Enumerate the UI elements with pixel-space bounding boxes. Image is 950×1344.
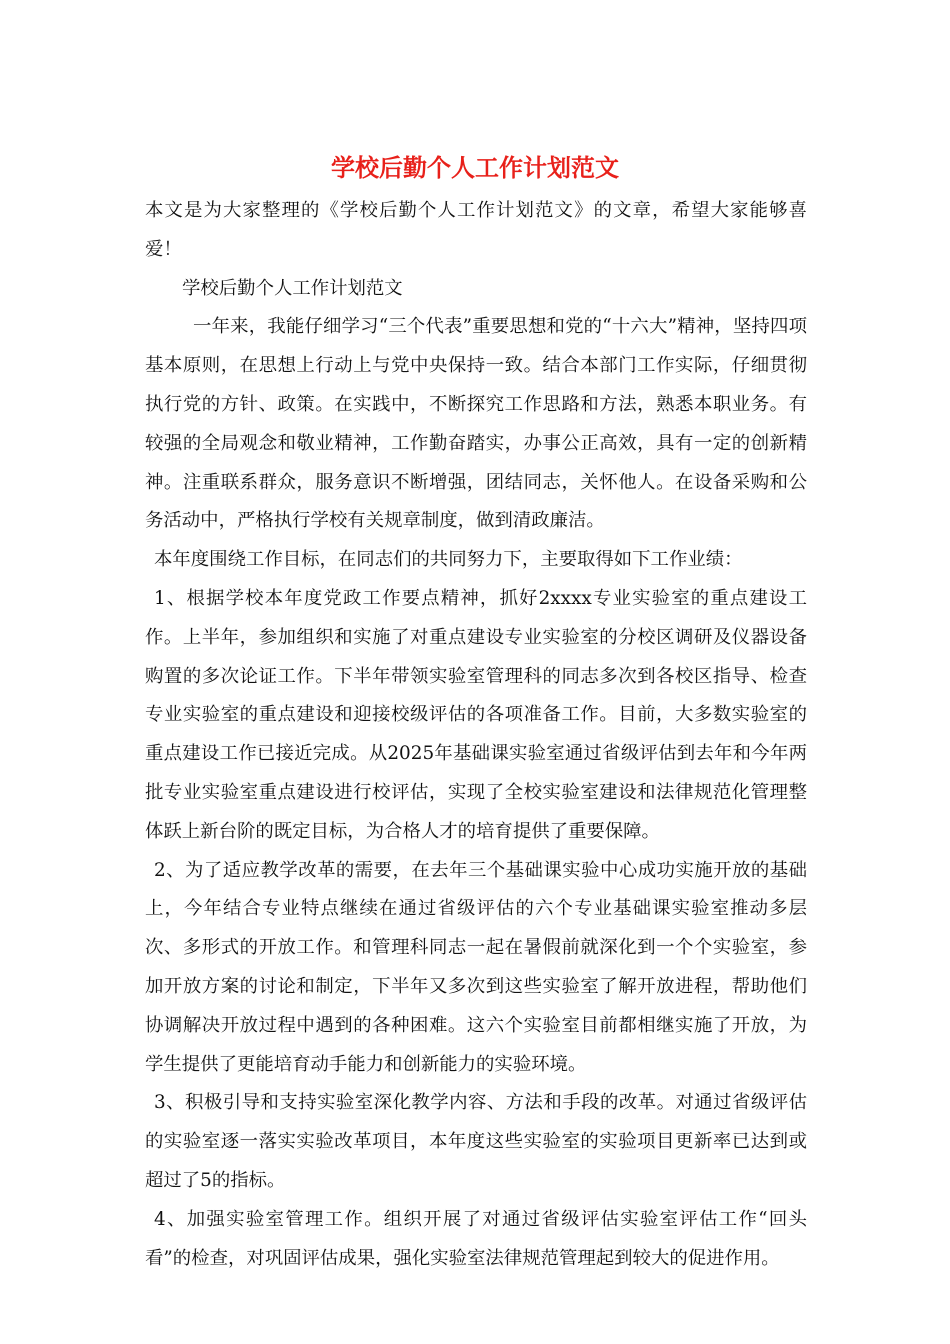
body-paragraph-6: 4、加强实验室管理工作。组织开展了对通过省级评估实验室评估工作“回头看”的检查，对巩固评估成果，强化实验室法律规范管理起到较大的促进作用。	[145, 1208, 807, 1269]
body-paragraph-1: 一年来，我能仔细学习“三个代表”重要思想和党的“十六大”精神，坚持四项基本原则，在思想上行动上与党中央保持一致。结合本部门工作实际，仔细贯彻执行党的方针、政策。在实践中，不断探究工作思路和方法，熟悉本职业务。有较强的全局观念和敬业精神，工作勤奋踏实，办事公正高效，具有一定的创新精神。注重联系群众，服务意识不断增强，团结同志，关怀他人。在设备采购和公务活动中，严格执行学校有关规章制度，做到清政廉洁。	[145, 316, 807, 532]
body-paragraph-4: 2、为了适应教学改革的需要，在去年三个基础课实验中心成功实施开放的基础上，今年结合专业特点继续在通过省级评估的六个专业基础课实验室推动多层次、多形式的开放工作。和管理科同志一起在暑假前就深化到一个个实验室，参加开放方案的讨论和制定，下半年又多次到这些实验室了解开放进程，帮助他们协调解决开放过程中遇到的各种困难。这六个实验室目前都相继实施了开放，为学生提供了更能培育动手能力和创新能力的实验环境。	[145, 859, 807, 1075]
intro-paragraph: 本文是为大家整理的《学校后勤个人工作计划范文》的文章，希望大家能够喜爱！	[145, 200, 807, 260]
document-body	[145, 192, 807, 1278]
body-paragraph-3: 1、根据学校本年度党政工作要点精神，抓好2xxxx专业实验室的重点建设工作。上半年，参加组织和实施了对重点建设专业实验室的分校区调研及仪器设备购置的多次论证工作。下半年带领实验室管理科的同志多次到各校区指导、检查专业实验室的重点建设和迎接校级评估的各项准备工作。目前，大多数实验室的重点建设工作已接近完成。从2025年基础课实验室通过省级评估到去年和今年两批专业实验室重点建设进行校评估，实现了全校实验室建设和法律规范化管理整体跃上新台阶的既定目标，为合格人才的培育提供了重要保障。	[145, 587, 807, 842]
document-title: 学校后勤个人工作计划范文	[331, 153, 619, 182]
body-paragraph-5: 3、积极引导和支持实验室深化教学内容、方法和手段的改革。对通过省级评估的实验室逐一落实实验改革项目，本年度这些实验室的实验项目更新率已达到或超过了5的指标。	[145, 1092, 807, 1191]
body-paragraph-2: 本年度围绕工作目标，在同志们的共同努力下，主要取得如下工作业绩：	[154, 549, 743, 571]
subtitle-line: 学校后勤个人工作计划范文	[182, 277, 403, 299]
